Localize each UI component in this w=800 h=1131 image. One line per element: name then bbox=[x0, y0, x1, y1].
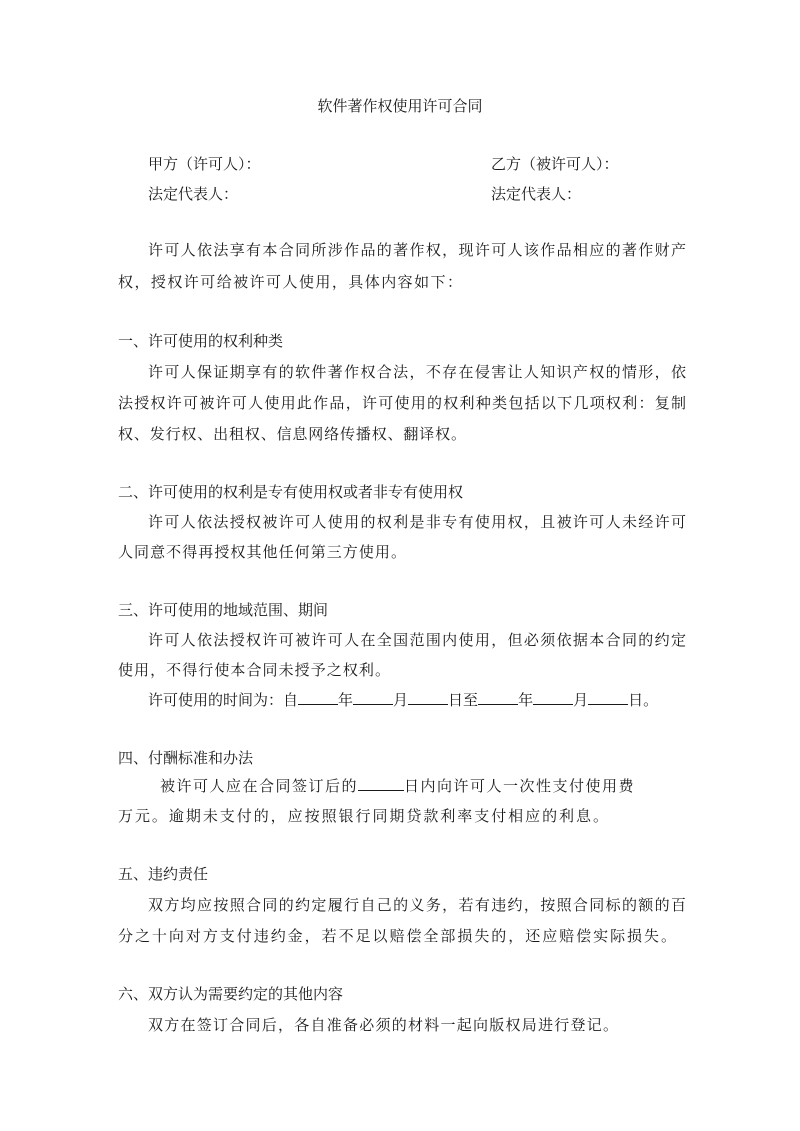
end-day-blank[interactable] bbox=[588, 690, 628, 705]
party-a-label: 甲方（许可人）： bbox=[148, 155, 261, 173]
end-month-blank[interactable] bbox=[533, 690, 573, 705]
start-month-label: 月 bbox=[393, 691, 409, 709]
period-prefix: 许可使用的时间为：自 bbox=[148, 691, 299, 709]
section-1-line-2: 法授权许可被许可人使用此作品，许可使用的权利种类包括以下几项权利：复制 bbox=[118, 394, 686, 412]
section-2-line-1: 许可人依法授权被许可人使用的权利是非专有使用权，且被许可人未经许可 bbox=[148, 513, 686, 531]
end-day-label: 日。 bbox=[628, 691, 659, 709]
section-5-heading: 五、违约责任 bbox=[118, 865, 209, 883]
end-year-blank[interactable] bbox=[478, 690, 518, 705]
intro-line-1: 许可人依法享有本合同所涉作品的著作权，现许可人该作品相应的著作财产 bbox=[148, 241, 686, 259]
end-year-label: 年 bbox=[518, 691, 534, 709]
payment-days-prefix: 被许可人应在合同签订后的 bbox=[160, 777, 359, 795]
section-1-line-3: 权、发行权、出租权、信息网络传播权、翻译权。 bbox=[118, 425, 466, 443]
start-month-blank[interactable] bbox=[353, 690, 393, 705]
section-6-heading: 六、双方认为需要约定的其他内容 bbox=[118, 985, 344, 1003]
section-4-heading: 四、付酬标准和办法 bbox=[118, 749, 254, 767]
section-4-line-1 bbox=[160, 776, 635, 796]
section-3-line-1: 许可人依法授权许可被许可人在全国范围内使用，但必须依据本合同的约定 bbox=[148, 631, 686, 649]
document-title: 软件著作权使用许可合同 bbox=[317, 97, 483, 115]
section-4-line-2: 万元。逾期未支付的，应按照银行同期贷款利率支付相应的利息。 bbox=[118, 807, 608, 825]
party-a-representative: 法定代表人： bbox=[148, 185, 239, 203]
start-day-to-label: 日至 bbox=[448, 691, 479, 709]
start-year-label: 年 bbox=[338, 691, 354, 709]
start-year-blank[interactable] bbox=[298, 690, 338, 705]
party-b-label: 乙方（被许可人）： bbox=[491, 155, 619, 173]
intro-line-2: 权，授权许可给被许可人使用，具体内容如下： bbox=[118, 273, 462, 291]
payment-days-blank[interactable] bbox=[358, 776, 404, 791]
payment-days-suffix: 日内向许可人一次性支付使用费 bbox=[404, 777, 636, 795]
section-1-line-1: 许可人保证期享有的软件著作权合法，不存在侵害让人知识产权的情形，依 bbox=[148, 363, 686, 381]
section-2-heading: 二、许可使用的权利是专有使用权或者非专有使用权 bbox=[118, 483, 464, 501]
section-3-line-2: 使用，不得行使本合同未授予之权利。 bbox=[118, 661, 390, 679]
section-2-line-2: 人同意不得再授权其他任何第三方使用。 bbox=[118, 543, 406, 561]
section-5-line-2: 分之十向对方支付违约金，若不足以赔偿全部损失的，还应赔偿实际损失。 bbox=[118, 927, 676, 945]
start-day-blank[interactable] bbox=[408, 690, 448, 705]
section-6-line-1: 双方在签订合同后，各自准备必须的材料一起向版权局进行登记。 bbox=[148, 1016, 618, 1034]
party-b-representative: 法定代表人： bbox=[491, 185, 582, 203]
section-3-heading: 三、许可使用的地域范围、期间 bbox=[118, 601, 329, 619]
end-month-label: 月 bbox=[573, 691, 589, 709]
license-period-line bbox=[148, 690, 658, 710]
section-1-heading: 一、许可使用的权利种类 bbox=[118, 332, 284, 350]
section-5-line-1: 双方均应按照合同的约定履行自己的义务，若有违约，按照合同标的额的百 bbox=[148, 896, 686, 914]
